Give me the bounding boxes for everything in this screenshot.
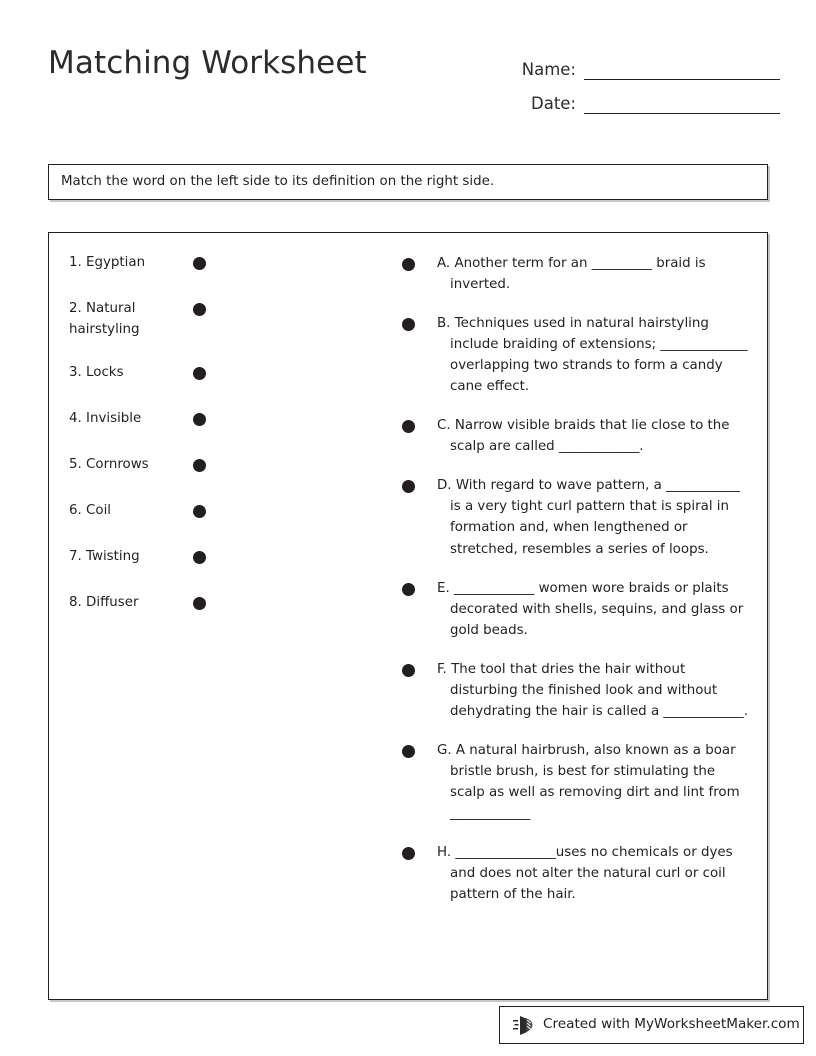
left-match-dot-icon[interactable] [193,413,206,426]
left-match-dot-icon[interactable] [193,367,206,380]
name-field-label: Name: [521,59,576,79]
student-info-fields [500,46,780,114]
list-item [402,578,754,641]
right-match-dot-icon[interactable] [402,258,415,271]
list-item [402,313,754,397]
right-match-dot-icon[interactable] [402,847,415,860]
list-item [402,415,754,457]
right-match-dot-icon[interactable] [402,745,415,758]
definition-text: F. The tool that dries the hair without disturbing the finished look and without dehydrating the hair is called a ____________. [437,661,749,719]
list-item [67,409,227,433]
definition-text: D. With regard to wave pattern, a ___________ is a very tight curl pattern that is spiral in formation and, when lengthened or stretched, resembles a series of loops. [437,478,740,557]
matching-exercise-box [48,232,768,1000]
date-field-label: Date: [531,93,576,113]
right-match-dot-icon[interactable] [402,480,415,493]
footer-credit-text: Created with MyWorksheetMaker.com [543,1016,800,1033]
left-term-label: 2. Natural hairstyling [69,301,140,337]
left-match-dot-icon[interactable] [193,505,206,518]
left-match-dot-icon[interactable] [193,459,206,472]
list-item [67,363,227,387]
list-item [67,547,227,571]
left-terms-column [67,253,227,639]
list-item [67,253,227,277]
definition-text: H. _______________uses no chemicals or dyes and does not alter the natural curl or coil pattern of the hair. [437,845,733,903]
left-match-dot-icon[interactable] [193,257,206,270]
left-term-label: 1. Egyptian [69,255,146,270]
date-field-row [500,80,780,114]
left-match-dot-icon[interactable] [193,303,206,316]
left-term-label: 8. Diffuser [69,594,139,610]
instruction-text: Match the word on the left side to its definition on the right side. [61,173,495,189]
page-title: Matching Worksheet [48,45,367,81]
worksheet-header [0,0,816,140]
left-term-label: 6. Coil [69,502,112,518]
definition-text: B. Techniques used in natural hairstyling include braiding of extensions; _____________ overlapping two strands to form a candy cane effect. [437,316,748,395]
list-item [402,740,754,824]
left-match-dot-icon[interactable] [193,597,206,610]
right-match-dot-icon[interactable] [402,664,415,677]
list-item [67,455,227,479]
name-input-line[interactable] [584,57,780,80]
list-item [402,475,754,559]
right-match-dot-icon[interactable] [402,583,415,596]
left-term-label: 5. Cornrows [69,456,149,472]
name-field-row [500,46,780,80]
list-item [402,842,754,905]
list-item [67,299,227,341]
instruction-box [48,164,768,200]
definition-text: A. Another term for an _________ braid is inverted. [437,256,706,293]
definition-text: C. Narrow visible braids that lie close to the scalp are called ____________. [437,418,730,455]
list-item [402,659,754,722]
date-input-line[interactable] [584,91,780,114]
list-item [67,593,227,617]
left-term-label: 7. Twisting [69,548,140,564]
list-item [402,253,754,295]
right-definitions-column [402,253,754,923]
list-item [67,501,227,525]
definition-text: E. ____________ women wore braids or plaits decorated with shells, sequins, and glass or gold beads. [437,580,744,638]
right-match-dot-icon[interactable] [402,420,415,433]
right-match-dot-icon[interactable] [402,318,415,331]
definition-text: G. A natural hairbrush, also known as a boar bristle brush, is best for stimulating the scalp as well as removing dirt and lint from ____________ [437,742,740,821]
footer-credit-badge[interactable] [499,1006,804,1044]
worksheet-maker-logo-icon [513,1013,535,1037]
left-term-label: 3. Locks [69,364,124,380]
left-match-dot-icon[interactable] [193,551,206,564]
left-term-label: 4. Invisible [69,410,142,426]
